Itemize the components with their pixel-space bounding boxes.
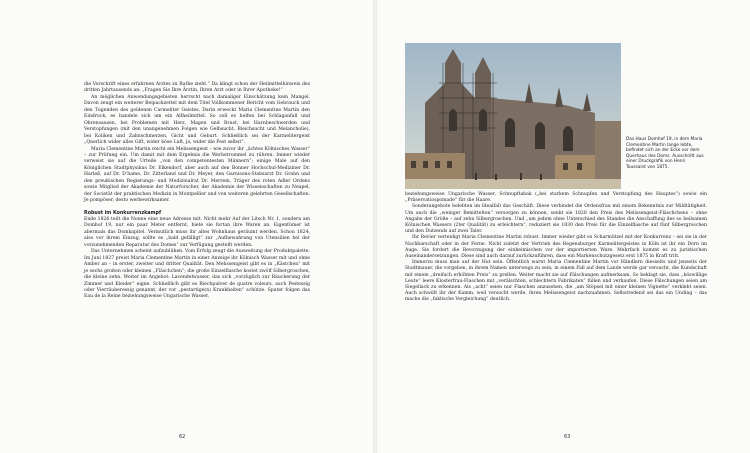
paragraph: die Vorschrift eines erfahrnen Arztes zu Rathe zieht.“ Da klingt schon der Heilmittelhinweis des dritten Jahrtausends an: „Fragen Sie Ihre Ärztin, Ihren Arzt oder in Ihrer Apotheke!“	[84, 82, 310, 94]
paragraph: Maria Clementine Martin reicht ein Melissengeist – wie zuvor ihr „ächtes Kölnisches Wasser“ – zur Prüfung ein. Um damit mit dem Ergebnis die Werbetrommel zu rühren. Immer wieder verweist sie auf die Urteile „von den competentesten Männern“; einige Male auf den Königlichen Stadtphysikus Dr. Elkendorf, aber auch auf den Bonner Hochschul-Mediziner Dr. Harleß, auf Dr. D’hame, Dr. Zitterland und Dr. Meyer, den Garnisons-Stabsarzt Dr. Grahn und den preußischen Regierungs- und Medizinalrat Dr. Merrem, Träger des roten Adler Ordens sowie Mitglied der Akademie der Naturforscher, der Akademie der Wissenschaften zu Neapel, der Societät der praktischen Medizin in Montpellier und von weiteren gelehrten Gesellschaften. Je pompöser, desto werbewirksamer.	[84, 146, 310, 204]
section-heading: Robust im Konkurrenzkampf	[84, 210, 162, 216]
right-text-column	[405, 192, 707, 304]
paragraph: Immerzu muss man auf der Hut sein. Öffentlich warnt Maria Clementine Martin vor Händlern diesseits und jenseits der Stadtmauer, die vorgeben, in ihrem Namen unterwegs zu sein; in einem Fall auf dem Lande werde gar versucht, die Kundschaft mit einem „dreifach erhöhten Preis“ zu prellen. Weiter macht sie auf Fälschungen aufmerksam. So beklagt sie, dass „böswillige Leute“ leere Klosterfrau-Flaschen mit „verälschten, schlechtern Fabrikaten“ füllen und verkaufen. Diese Fälschungen seien am Siegellack zu erkennen. Als „acht“ seien nur Flaschen anzusehen, die „am Stöpsel mit einer kleinen Vignette“ verklebt seien. Auch schwillt ihr der Kamm, weil versucht werde, ihren Melissengeist nachzuahmen. Selbstredend sei das ein Unding – das mache die „faktische Vergleichung“ deutlich.	[405, 260, 707, 303]
page-number-left: 62	[179, 434, 186, 440]
paragraph: An möglichen Anwendungsgebieten herrscht nach damaliger Einschätzung kein Mangel. Davon zeugt ein weiterer Beipackzettel mit dem Titel Vollkommener Bericht vom Gebrauch und den Tugenden des goldenen Carmeliter Geistes. Darin erweckt Maria Clementine Martin den Eindruck, es handele sich um ein Allheilmittel. So soll es helfen bei Schlaganfall und Ohrensausen, bei Problemen mit Herz, Magen und Brust, bei Harnbeschwerden und Verstopfungen (mit den unangenehmen Folgen wie Gelbsucht, Bleichsucht und Melancholie), bei Koliken und Zahnschmerzen, Gicht und Geburt. Schließlich sei der Karmelitergeist „Qnerlich wider alles Gift, wider böse Luft, ja, wider die Pest selbst“.	[84, 94, 310, 146]
paragraph: Ihr Revier verteidigt Maria Clementine Martin robust. Immer wieder gibt es Scharmützel mit der Konkurrenz – sei sie in der Nachbarschaft oder in der Ferne. Nicht zuletzt der Vertrieb des Regensburger Karmelitergeistes in Köln ist ihr ein Dorn im Auge. Sie fordert die Bevorzugung der einheimischen vor der importierten Ware. Mehrfach kommt es zu juristischen Auseinandersetzungen. Diese sind auch darauf zurückzuführen, dass ein Markenschutzgesetz erst 1875 in Kraft tritt.	[405, 235, 707, 260]
paragraph: Ende 1826 teilt die Nonne eine neue Adresse mit. Nicht mehr Auf der Litsch Nr. 1, sondern am Domhof 19, nur ein paar Meter entfernt, biete sie fortan ihre Waren an. Eigentümer ist abermals das Domkapitel. Vermutlich muss ihr altes Wohnhaus geräumt werden. Schon 1824, also vor ihrem Einzug, sollte es „bald gefälligt“ zur „Aufbewahrung von Utensilien bei der vorzunehmenden Reparatur des Domes“ zur Verfügung gestellt werden.	[84, 217, 310, 248]
page-number-right: 63	[564, 434, 571, 440]
left-text-column	[84, 82, 310, 301]
cathedral-illustration	[405, 43, 621, 189]
paragraph: Sonderangebote belebten im Idealfall das Geschäft. Diese verbindet die Ordensfrau mit einem Bekenntnis zur Mildtätigkeit. Um auch die „weniger Bemittelten“ versorgen zu können, senkt sie 1828 den Preis des Melissengeist-Fläschchens – ohne Angabe der Größe – auf zehn Silbergroschen. Und „um jedem ohne Unterschied des Standes die Anschaffung des so heilsamen Kölnischen Wassers (2ter Qualität) zu erleichtern“, reduziert sie 1830 den Preis für die Einzelflasche auf fünf Silbergroschen und den Dutzends auf zwei Taler.	[405, 204, 707, 235]
right-page	[375, 0, 750, 453]
paragraph: Das Unternehmen scheint aufzublühen. Vom Erfolg zeugt die Ausweitung der Produktpalette. Im Juni 1827 preist Maria Clementine Martin in einer Anzeige ihr Kölnisch Wasser mit und ohne Amber an – in erster, zweiter und dritter Qualität. Den Melissengeist gibt es in „Kästchen“ mit je sechs großen oder kleinen „Fläschchen“; die große Einzelflasche kostet zwölf Silbergroschen, die kleine zehn. Weiter im Angebot: Lavendelwasser, das sich „vorzüglich zur Räucherung der Zimmer und Kleider“ eigne. Schließlich gibt es Riechpulver de quatre voleurs, auch Pestessig oder Vierräuberessig genannt, der vor „pestartige(n) Krankheiten“ schütze. Spater folgen das Eau de la Reine beziehungsweise Ungarische Wasser,	[84, 249, 310, 300]
paragraph: beziehungsweise Ungarische Wasser, Schnupftabak („bei starkem Schnupfen und Verstopfung des Hauptes“) sowie ein „Präservatiospomade“ für die Haare.	[405, 192, 707, 204]
figure-caption: Das Haus Domhof 19, in dem Maria Clementine Martin lange lebte, befindet sich an der Ecke vor dem Querhaus des Doms. Ausschnitt aus einer Druckgrafik von Henri Toussaint von 1875.	[626, 137, 704, 170]
